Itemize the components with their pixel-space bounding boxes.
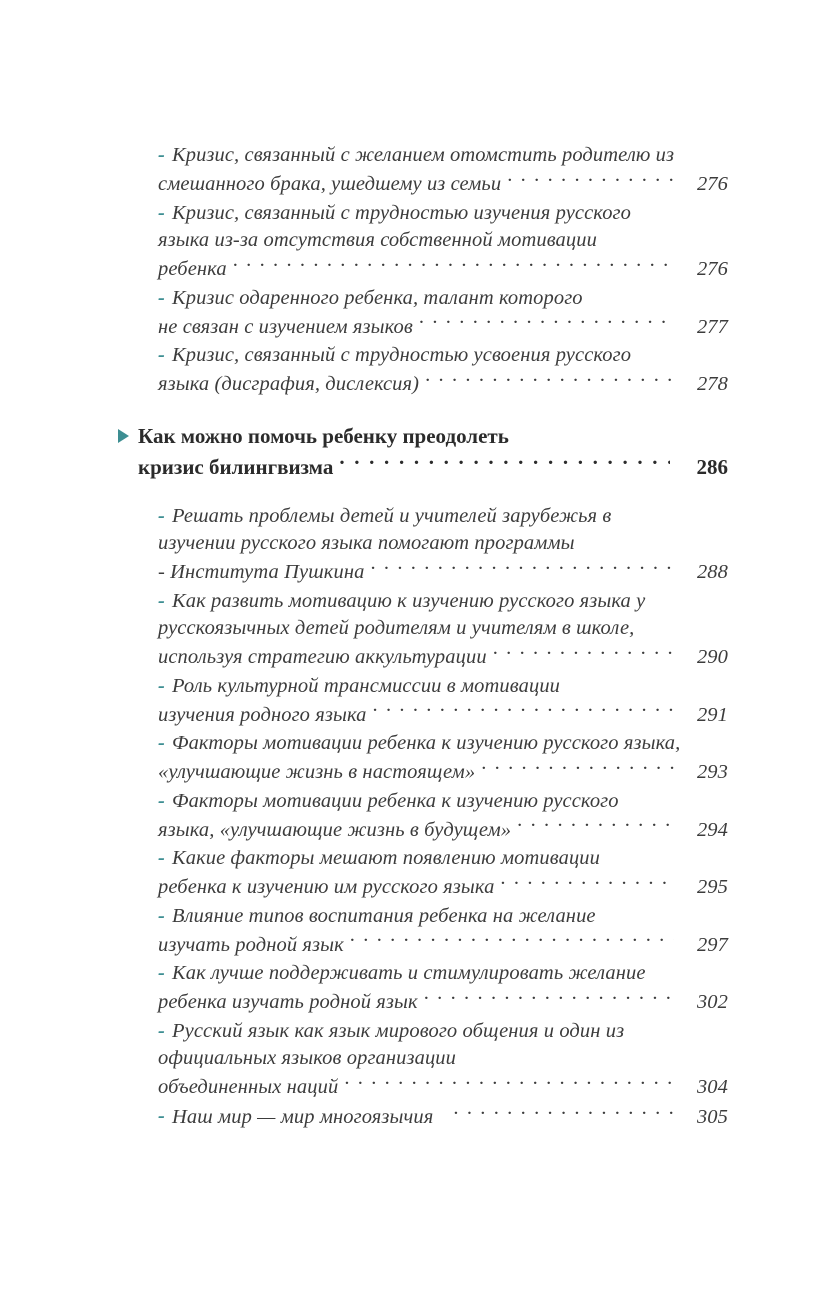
dash-bullet-icon: - [158,286,165,309]
dot-leader [370,558,674,579]
toc-entry-page-number: 302 [696,991,728,1013]
dash-bullet-icon: - [158,144,165,166]
toc-entry-page-number: 277 [696,315,728,338]
dot-leader [419,312,674,333]
triangle-bullet-icon [118,429,129,443]
toc-entry-line-last: объединенных наций [158,1076,339,1098]
toc-heading-line-1: Как можно помочь ребенку преодолеть [138,423,509,448]
toc-entry-last-line [158,312,728,341]
toc-entry-lines [158,503,728,587]
toc-entry-lines [158,200,728,284]
toc-entry-last-line [158,815,728,844]
toc-entry[interactable] [112,673,728,730]
dash-bullet-icon: - [158,732,165,754]
toc-entry-line-1: Русский язык как язык мирового общения и один из [172,1019,625,1042]
dash-bullet-icon: - [158,589,165,612]
dot-leader [339,453,670,474]
toc-entry-line-1: Кризис, связанный с желанием отомстить родителю из [172,144,675,166]
toc-entry-line-last: изучения родного языка [158,703,367,726]
toc-entry-lines [158,730,728,787]
toc-entry-line-1: Как лучше поддерживать и стимулировать желание [172,962,646,984]
toc-entry-last-line [158,700,728,729]
dash-bullet-icon: - [158,962,165,984]
toc-entry-line-2: официальных языков организации [158,1047,457,1069]
dot-leader [439,1103,674,1124]
toc-entry-page-number: 297 [696,933,728,956]
dash-bullet-icon: - [158,504,165,527]
dash-bullet-icon: - [158,847,165,869]
toc-entry[interactable] [112,845,728,902]
toc-entry-line-1: Как развить мотивацию к изучению русского языка у [172,589,646,612]
toc-heading-line-last: кризис билингвизма [138,454,334,479]
toc-entry[interactable] [112,503,728,587]
toc-entry-last-line [158,255,728,284]
toc-entry-lines [158,903,728,960]
dot-leader [507,170,674,191]
toc-entry-lines [158,1018,728,1102]
toc-entry-page-number: 288 [696,561,728,583]
toc-group-solutions [112,503,728,1132]
dot-leader [233,255,674,276]
toc-entry[interactable] [112,142,728,199]
toc-entry-line-1: Кризис, связанный с трудностью усвоения русского [172,344,632,366]
toc-entry-page-number: 278 [696,373,728,395]
toc-entry-line-1: Факторы мотивации ребенка к изучению русского [172,789,619,812]
toc-entry-lines [158,788,728,845]
toc-entry-lines [158,1103,728,1132]
toc-entry-last-line [158,170,728,199]
toc-entry-page-number: 276 [696,258,728,280]
dot-leader [493,643,674,664]
dash-bullet-icon: - [158,904,165,927]
dash-bullet-icon: - [158,201,165,224]
toc-entry-last-line [158,988,728,1017]
toc-entry-line-1: Роль культурной трансмиссии в мотивации [172,674,561,697]
toc-entry-page-number: 291 [696,703,728,726]
toc-entry-last-line [158,930,728,959]
dot-leader [481,758,674,779]
toc-entry-page-number: 295 [696,876,728,898]
toc-entry[interactable] [112,1018,728,1102]
toc-entry-line-last: языка, «улучшающие жизнь в будущем» [158,818,512,841]
toc-heading-lines [112,421,728,483]
toc-entry[interactable] [112,588,728,672]
toc-entry-last-line [158,643,728,672]
toc-entry-lines [158,588,728,672]
toc-entry-line-1: Кризис одаренного ребенка, талант которого [172,286,583,309]
toc-entry[interactable] [112,1103,728,1132]
dash-bullet-icon: - [158,1104,165,1127]
toc-entry-last-line [158,1073,728,1102]
dot-leader [500,873,674,894]
toc-entry-line-last: ребенка изучать родной язык [158,991,418,1013]
toc-entry-line-1: Решать проблемы детей и учителей зарубежья в [172,504,612,527]
toc-entry[interactable] [112,200,728,284]
toc-entry-last-line [158,1103,728,1132]
toc-entry-page-number: 293 [696,761,728,783]
toc-entry-line-last: не связан с изучением языков [158,315,413,338]
dot-leader [344,1073,674,1094]
dot-leader [373,700,675,721]
toc-entry-lines [158,142,728,199]
toc-entry[interactable] [112,342,728,399]
toc-entry-line-last: ребенка к изучению им русского языка [158,876,495,898]
toc-entry-lines [158,845,728,902]
toc-entry-line-2: изучении русского языка помогают программы [158,532,575,554]
toc-heading-last-line [138,452,728,483]
toc-entry[interactable] [112,960,728,1017]
toc-entry-line-last: смешанного брака, ушедшему из семьи [158,173,502,195]
toc-entry-page-number: 290 [696,646,728,668]
toc-entry-line-1: Какие факторы мешают появлению мотивации [172,847,601,869]
toc-entry-page-number: 305 [696,1106,728,1128]
toc-entry-page-number: 294 [696,818,728,841]
toc-heading-page-number: 286 [696,454,728,479]
toc-entry-line-1: Факторы мотивации ребенка к изучению русского языка, [172,732,681,754]
toc-entry-lines [158,673,728,730]
toc-entry-line-last: языка (дисграфия, дислексия) [158,373,420,395]
dash-bullet-icon: - [158,1019,165,1042]
dot-leader [517,815,674,836]
toc-entry-line-1: Кризис, связанный с трудностью изучения русского [172,201,632,224]
toc-entry-line-1: Влияние типов воспитания ребенка на желание [172,904,596,927]
dot-leader [425,370,674,391]
dash-bullet-icon: - [158,344,165,366]
toc-entry[interactable] [112,730,728,787]
dot-leader [350,930,674,951]
dash-bullet-icon: - [158,789,165,812]
toc-entry[interactable] [112,788,728,845]
toc-entry-lines [158,285,728,342]
dash-bullet-icon: - [158,674,165,697]
toc-entry-line-2: языка из-за отсутствия собственной мотивации [158,229,597,251]
toc-entry-page-number: 276 [696,173,728,195]
toc-entry-line-last: ребенка [158,258,227,280]
toc-entry-last-line [158,558,728,587]
toc-group-crises [112,142,728,399]
toc-chapter-heading[interactable] [112,421,728,483]
toc-entry-line-last: «улучшающие жизнь в настоящем» [158,761,476,783]
toc-entry-line-last: используя стратегию аккультурации [158,646,487,668]
toc-entry[interactable] [112,903,728,960]
toc-entry-lines [158,960,728,1017]
toc-entry-last-line [158,873,728,902]
dot-leader [424,988,674,1009]
toc-entry[interactable] [112,285,728,342]
toc-entry-line-last: Наш мир — мир многоязычия [172,1106,434,1128]
toc-container [112,142,728,1133]
toc-entry-line-last: изучать родной язык [158,933,344,956]
toc-entry-line-last: - Института Пушкина [158,561,365,583]
toc-entry-lines [158,342,728,399]
toc-entry-last-line [158,758,728,787]
toc-entry-last-line [158,370,728,399]
toc-entry-line-2: русскоязычных детей родителям и учителям в школе, [158,617,635,639]
toc-entry-page-number: 304 [696,1076,728,1098]
